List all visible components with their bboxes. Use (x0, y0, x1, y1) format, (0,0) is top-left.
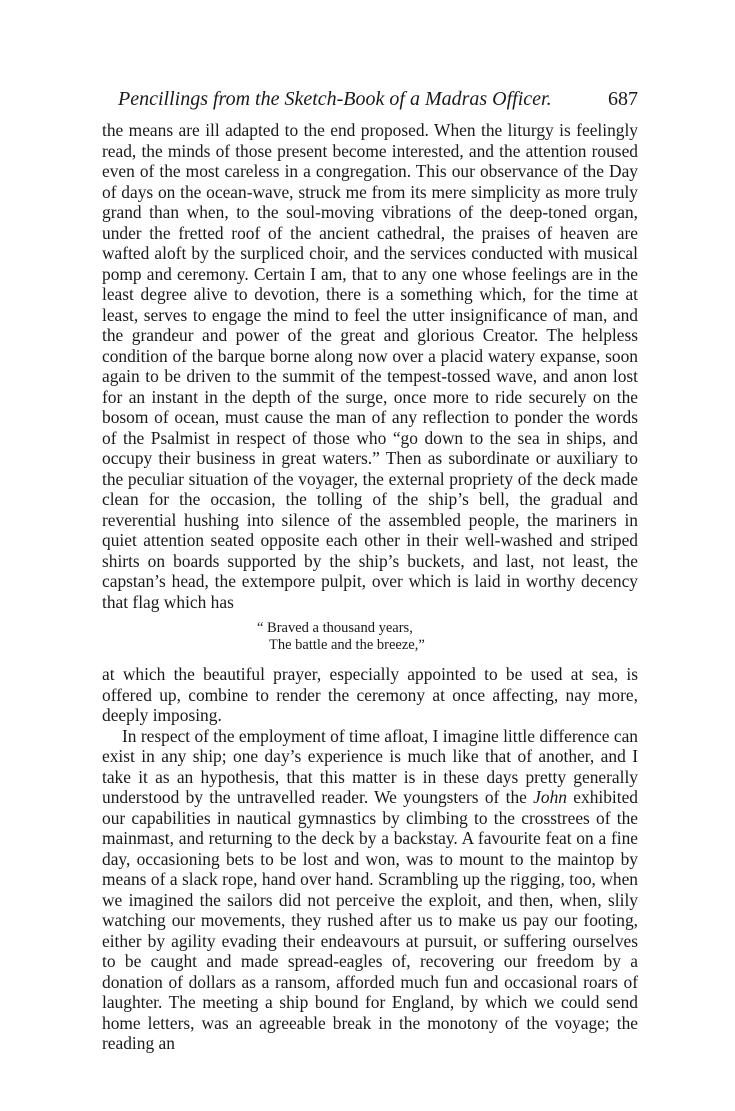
paragraph-time-afloat-start: In respect of the employment of time afloat, I imagine little difference can exist in any ship; one day’s experience is much like that of another, and I take it as an hypothesis, that this matter is in these days pretty generally understood by the untravelled reader. We youngsters of the (102, 725, 638, 807)
paragraph-time-afloat (102, 726, 638, 1054)
ship-name: John (533, 787, 567, 807)
quote-line-2: The battle and the breeze,” (269, 637, 425, 653)
quote-line-1: “ Braved a thousand years, (257, 620, 413, 636)
running-title: Pencillings from the Sketch-Book of a Madras Officer. (118, 88, 552, 110)
body-text (102, 120, 638, 1054)
paragraph-time-afloat-rest: exhibited our capabilities in nautical gymnastics by climbing to the crosstrees of the mainmast, and returning to the deck by a backstay. A favourite feat on a fine day, occasioning bets to be lost and won, was to mount to the maintop by means of a slack rope, hand over hand. Scrambling up the rigging, too, when we imagined the sailors did not perceive the exploit, and then, when, slily watching our movements, they rushed after us to make us pay our footing, either by agility evading their endeavours at pursuit, or suffering ourselves to be caught and made spread-eagles of, recovering our freedom by a donation of dollars as a ransom, afforded much fun and occasional roars of laughter. The meeting a ship bound for England, by which we could send home letters, was an agreeable break in the monotony of the voyage; the reading an (102, 787, 638, 1053)
paragraph-liturgy: the means are ill adapted to the end proposed. When the liturgy is feelingly read, the minds of those present become interested, and the attention roused even of the most careless in a congregation. This our observance of the Day of days on the ocean-wave, struck me from its mere simplicity as more truly grand than when, to the soul-moving vibrations of the deep-toned organ, under the fretted roof of the ancient cathedral, the praises of heaven are wafted aloft by the surpliced choir, and the services conducted with musical pomp and ceremony. Certain I am, that to any one whose feelings are in the least degree alive to devotion, there is a something which, for the time at least, serves to engage the mind to feel the utter insignificance of man, and the grandeur and power of the great and glorious Creator. The helpless condition of the barque borne along now over a placid watery expanse, soon again to be driven to the summit of the tempest-tossed wave, and anon lost for an instant in the depth of the surge, once more to ride securely on the bosom of ocean, must cause the man of any reflection to ponder the words of the Psalmist in respect of those who “go down to the sea in ships, and occupy their business in great waters.” Then as subordinate or auxiliary to the peculiar situation of the voyager, the external propriety of the deck made clean for the occasion, the tolling of the ship’s bell, the gradual and reverential hushing into silence of the assembled people, the mariners in quiet attention seated opposite each other in their well-washed and striped shirts on boards supported by the ship’s buckets, and last, not least, the capstan’s head, the extempore pulpit, over which is laid in worthy decency that flag which has (102, 120, 638, 612)
running-head (118, 86, 638, 112)
verse-quote (257, 620, 638, 654)
paragraph-prayer: at which the beautiful prayer, especially appointed to be used at sea, is offered up, combine to render the ceremony at once affecting, nay more, deeply imposing. (102, 664, 638, 725)
page-number: 687 (608, 88, 638, 110)
